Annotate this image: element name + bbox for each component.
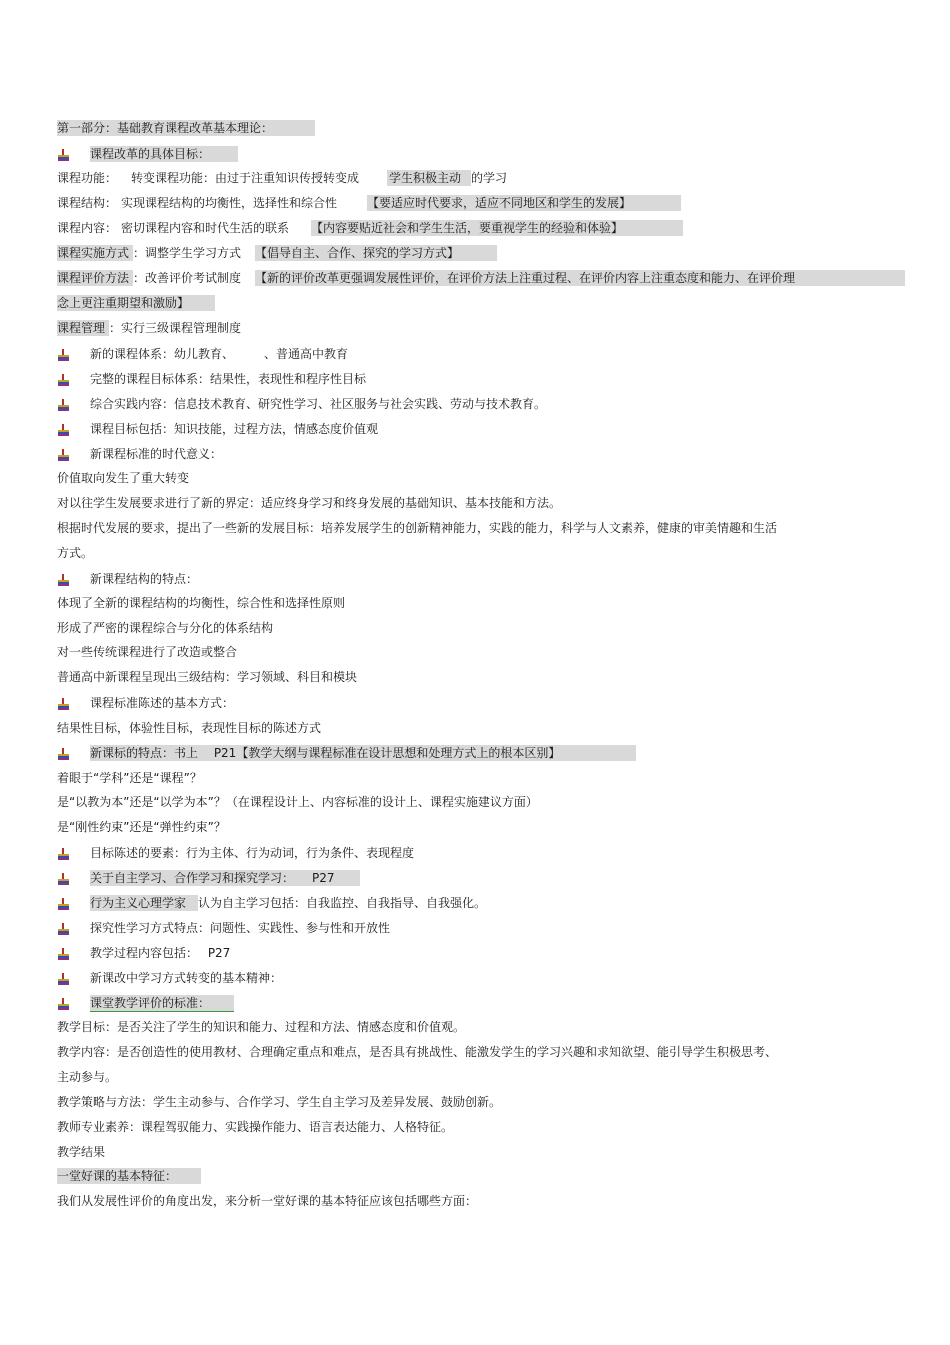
text-line: 对一些传统课程进行了改造或整合 [57,645,238,659]
text-line: 教学内容：是否创造性的使用教材、合理确定重点和难点，是否具有挑战性、能激发学生的学习兴趣和求知欲望、能引导学生积极思考、 [57,1045,778,1059]
goal-structure: 课程结构： 实现课程结构的均衡性，选择性和综合性 【要适应时代要求，适应不同地区和学生的发展】 [57,195,681,211]
new-standard-heading: 新课标的特点：书上 P21【教学大纲与课程标准在设计思想和处理方式上的根本区别】 [90,745,636,761]
goal-evaluation: 课程评价方法 ：改善评价考试制度 【新的评价改革更强调发展性评价，在评价方法上注重过程、在评价内容上注重态度和能力、在评价理 [57,270,905,286]
text-line: 形成了严密的课程综合与分化的体系结构 [57,621,274,635]
text-line: 我们从发展性评价的角度出发，来分析一堂好课的基本特征应该包括哪些方面： [57,1194,478,1208]
text-line: 方式。 [57,546,94,560]
book-bullet-icon [57,149,70,161]
book-bullet-icon [57,848,70,860]
text-line: 是“以教为本”还是“以学为本”？（在课程设计上、内容标准的设计上、课程实施建议方面） [57,795,538,809]
list-item: 课程目标包括：知识技能，过程方法，情感态度价值观 [90,422,379,436]
text-line: 是“刚性约束”还是“弹性约束”？ [57,820,226,834]
text-line: 主动参与。 [57,1070,118,1084]
book-bullet-icon [57,424,70,436]
book-bullet-icon [57,998,70,1010]
goal-implementation: 课程实施方式 ：调整学生学习方式 【倡导自主、合作、探究的学习方式】 [57,245,497,261]
list-item: 新课程标准的时代意义： [90,447,223,461]
book-bullet-icon [57,698,70,710]
list-item: 行为主义心理学家 认为自主学习包括：自我监控、自我指导、自我强化。 [90,896,487,910]
text-line: 着眼于“学科”还是“课程”？ [57,771,202,785]
text-line: 体现了全新的课程结构的均衡性，综合性和选择性原则 [57,596,346,610]
goals-heading: 课程改革的具体目标： [90,146,238,162]
book-bullet-icon [57,948,70,960]
text-line: 价值取向发生了重大转变 [57,471,190,485]
book-bullet-icon [57,973,70,985]
text-line: 教学目标：是否关注了学生的知识和能力、过程和方法、情感态度和价值观。 [57,1020,466,1034]
text-line: 结果性目标，体验性目标，表现性目标的陈述方式 [57,721,322,735]
section-title: 第一部分：基础教育课程改革基本理论： [57,120,315,136]
list-item: 探究性学习方式特点：问题性、实践性、参与性和开放性 [90,921,391,935]
book-bullet-icon [57,873,70,885]
book-bullet-icon [57,449,70,461]
text-line: 对以往学生发展要求进行了新的界定：适应终身学习和终身发展的基础知识、基本技能和方法。 [57,496,562,510]
eval-standard-heading: 课堂教学评价的标准： [90,995,234,1012]
book-bullet-icon [57,399,70,411]
list-item: 教学过程内容包括： P27 [90,946,231,960]
book-bullet-icon [57,574,70,586]
list-item: 新的课程体系：幼儿教育、 、普通高中教育 [90,347,349,361]
structure-heading: 新课程结构的特点： [90,572,199,586]
text-line: 教学结果 [57,1145,106,1159]
goal-function: 课程功能： 转变课程功能：由过于注重知识传授转变成 学生积极主动 的学习 [57,171,508,185]
text-line: 教学策略与方法：学生主动参与、合作学习、学生自主学习及差异发展、鼓励创新。 [57,1095,502,1109]
book-bullet-icon [57,349,70,361]
list-item: 目标陈述的要素：行为主体、行为动词，行为条件、表现程度 [90,846,415,860]
good-lesson-heading: 一堂好课的基本特征： [57,1168,201,1184]
goal-content: 课程内容： 密切课程内容和时代生活的联系 【内容要贴近社会和学生生活，要重视学生的经验和体验】 [57,220,683,236]
list-item: 完整的课程目标体系：结果性，表现性和程序性目标 [90,372,367,386]
list-item: 综合实践内容：信息技术教育、研究性学习、社区服务与社会实践、劳动与技术教育。 [90,397,547,411]
book-bullet-icon [57,898,70,910]
book-bullet-icon [57,923,70,935]
text-line: 根据时代发展的要求，提出了一些新的发展目标：培养发展学生的创新精神能力，实践的能力，科学与人文素养，健康的审美情趣和生活 [57,521,778,535]
standard-heading: 课程标准陈述的基本方式： [90,696,235,710]
list-item: 新课改中学习方式转变的基本精神： [90,971,283,985]
text-line: 教师专业素养：课程驾驭能力、实践操作能力、语言表达能力、人格特征。 [57,1120,454,1134]
text-line: 普通高中新课程呈现出三级结构：学习领域、科目和模块 [57,670,358,684]
book-bullet-icon [57,748,70,760]
book-bullet-icon [57,374,70,386]
goal-evaluation-cont: 念上更注重期望和激励】 [57,295,215,311]
goal-management: 课程管理 ：实行三级课程管理制度 [57,321,242,335]
list-item: 关于自主学习、合作学习和探究学习： P27 [90,870,360,886]
